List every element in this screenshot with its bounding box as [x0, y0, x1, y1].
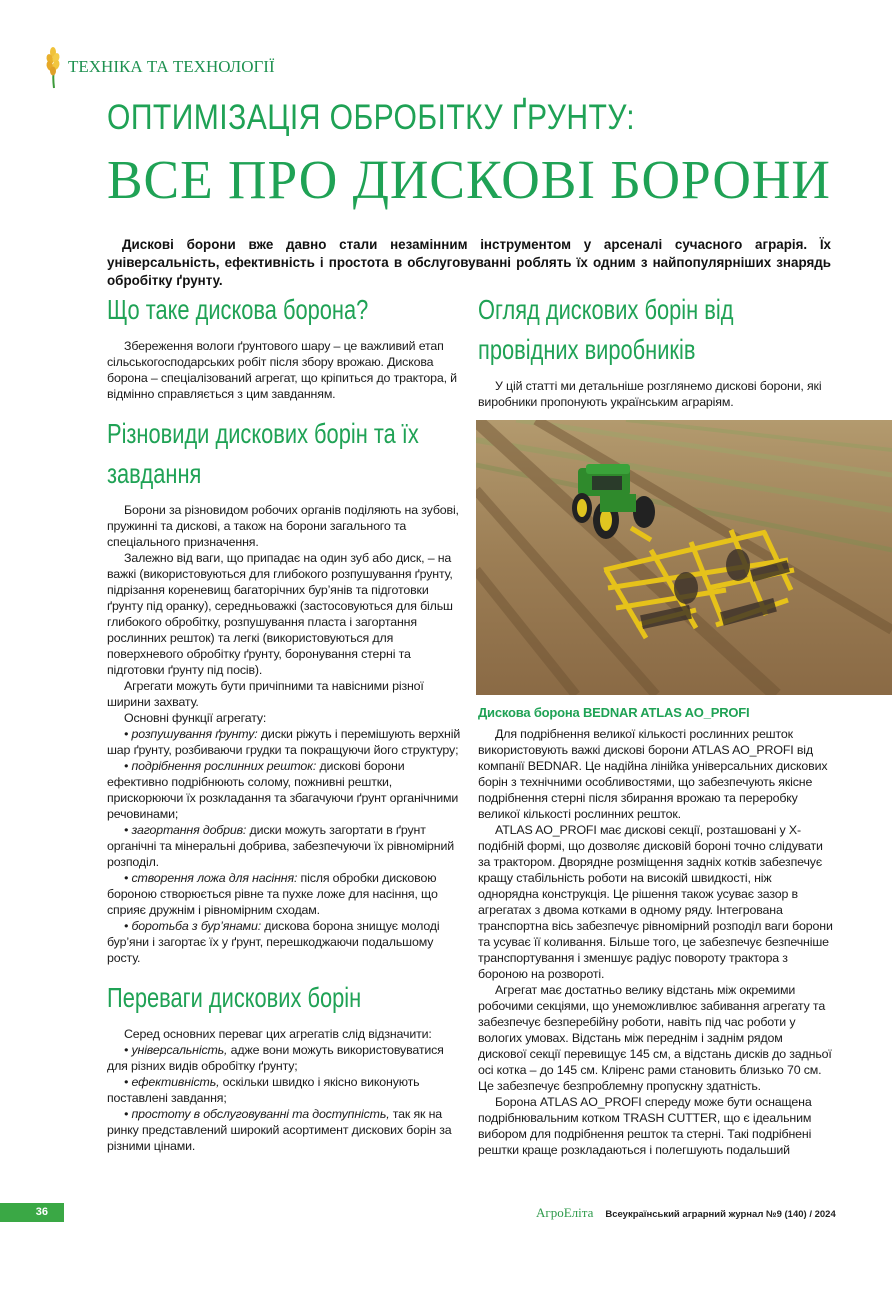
paragraph: Для подрібнення великої кількості рослинних решток використовують важкі дискові борони ATLAS AO_PROFI від компанії BEDNAR. Це надійна лінійка універсальних дискових борін з технічними особливостями, що забезпечують якісне подрібнення стерні після збирання врожаю та переробку великої кількості рослинних решток. — [478, 727, 828, 821]
paragraph-text: Основні функції агрегату: — [124, 711, 267, 725]
paragraph — [107, 338, 467, 402]
bullet-text: так як на ринку представлений широкий асортимент дискових борін за різними цінами. — [107, 1107, 452, 1153]
section-heading: Переваги дискових борін — [107, 982, 362, 1013]
tractor-harrow-photo — [476, 420, 892, 695]
wheat-icon — [44, 44, 64, 90]
paragraph-text: Збереження вологи ґрунтового шару – це важливий етап сільськогосподарських робіт після збору врожаю. Дискова борона – спеціалізований агрегат, що кріпиться до трактора, й відмінно справляється з цим завданням. — [107, 339, 457, 401]
paragraph — [107, 678, 467, 710]
paragraph: У цій статті ми детальніше розглянемо дискові борони, які виробники пропонують українським аграріям. — [478, 379, 822, 409]
paragraph — [107, 502, 467, 550]
paragraph — [107, 1026, 467, 1042]
section-heading: Що таке дискова борона? — [107, 294, 369, 325]
bullet-term: • боротьба з бур’янами: — [124, 919, 262, 933]
bullet-term: • простоту в обслуговуванні та доступність, — [124, 1107, 390, 1121]
bullet-term: • універсальність, — [124, 1043, 228, 1057]
article-title-line2: ВСЕ ПРО ДИСКОВІ БОРОНИ — [107, 149, 831, 210]
page-number-badge — [0, 1203, 64, 1222]
paragraph-text: Агрегати можуть бути причіпними та навісними різної ширини захвату. — [107, 679, 424, 709]
paragraph: Борона ATLAS AO_PROFI спереду може бути оснащена подрібнювальним котком TRASH CUTTER, що є ідеальним вибором для подрібнення решток та стерні. Такі подрібнені рештки краще розкладаються і полегшують подальший — [478, 1095, 812, 1157]
bullet-text: адже вони можуть використовуватися для різних видів обробітку ґрунту; — [107, 1043, 444, 1073]
bullet-item — [107, 726, 467, 758]
bullet-item — [107, 1106, 467, 1154]
bullet-item — [107, 758, 467, 822]
bullet-item — [107, 918, 467, 966]
bullet-term: • створення ложа для насіння: — [124, 871, 298, 885]
section-body — [107, 338, 467, 402]
bullet-term: • ефективність, — [124, 1075, 220, 1089]
paragraph-text: Борони за різновидом робочих органів поділяють на зубові, пружинні та дискові, а також на борони загального та спеціального призначення. — [107, 503, 459, 549]
paragraph — [107, 710, 467, 726]
page-number: 36 — [35, 1206, 48, 1218]
paragraph: Агрегат має достатньо велику відстань між окремими робочими секціями, що унеможливлює забивання агрегату та забезпечує безперебійну роботи, навіть під час роботи у вологих умовах. Відстань між переднім і заднім рядом дискової секції перевищує 145 см, а відстань дисків до задньої осі котка – до 145 см. Кліренс рами становить близько 70 см. Це забезпечує безпроблемну пропускну здатність. — [478, 983, 832, 1093]
bullet-text: диски ріжуть і перемішують верхній шар ґрунту, розбиваючи грудки та покращуючи його структуру; — [107, 727, 461, 757]
bullet-item — [107, 822, 467, 870]
journal-issue: Всеукраїнський аграрний журнал №9 (140) / 2024 — [605, 1209, 836, 1220]
paragraph-text: Залежно від ваги, що припадає на один зуб або диск, – на важкі (використовуються для глибокого розпушування ґрунту, підрізання кореневищ багаторічних бур’янів та підготовки ґрунту під оранку), середньоважкі (застосовуються для більш глибокого обробітку, розпушування пласта і загортання рослинних решток) та легкі (використовуються для поверхневого обробітку ґрунту, боронування стерні та підготовки ґрунту під посів). — [107, 551, 453, 677]
bullet-text: оскільки швидко і якісно виконують поставлені завдання; — [107, 1075, 420, 1105]
paragraph — [107, 550, 467, 678]
bullet-item — [107, 1074, 467, 1106]
section-tag-label: ТЕХНІКА ТА ТЕХНОЛОГІЇ — [68, 57, 275, 76]
lead-paragraph: Дискові борони вже давно стали незамінним інструментом у арсеналі сучасного аграрія. Їх універсальність, ефективність і простота в обслуговуванні роблять їх одним з найпопулярніших знарядь обробітку ґрунту. — [107, 237, 831, 289]
footer-journal-info — [536, 1205, 836, 1221]
section-tag — [44, 44, 275, 90]
left-column — [107, 290, 467, 1154]
bullet-text: дискова борона знищує молоді бур’яни і загортає їх у ґрунт, перешкоджаючи подальшому росту. — [107, 919, 440, 965]
bullet-term: • подрібнення рослинних решток: — [124, 759, 317, 773]
photo-caption: Дискова борона BEDNAR ATLAS AO_PROFI — [478, 705, 750, 720]
section-heading: Різновиди дискових борін та їх завдання — [107, 418, 419, 489]
bullet-text: диски можуть загортати в ґрунт органічні та мінеральні добрива, забезпечуючи їх рівномірний розподіл. — [107, 823, 455, 869]
bullet-text: після обробки дисковою бороною створюється рівне та пухке ложе для насіння, що сприяє дружнім і рівномірним сходам. — [107, 871, 438, 917]
bullet-term: • розпушування ґрунту: — [124, 727, 258, 741]
bullet-item — [107, 870, 467, 918]
bullet-text: дискові борони ефективно подрібнюють солому, пожнивні рештки, прискорюючи їх розкладання та збагачуючи ґрунт органічними речовинами; — [107, 759, 459, 821]
paragraph-text: Серед основних переваг цих агрегатів слід відзначити: — [124, 1027, 432, 1041]
section-heading: Огляд дискових борін від провідних виробників — [478, 294, 734, 365]
right-column — [478, 290, 834, 1158]
brand-logo: АгроЕліта — [536, 1205, 594, 1220]
section-body — [107, 502, 467, 966]
bullet-item — [107, 1042, 467, 1074]
bullet-term: • загортання добрив: — [124, 823, 247, 837]
section-body — [107, 1026, 467, 1154]
article-title-line1: ОПТИМІЗАЦІЯ ОБРОБІТКУ ҐРУНТУ: — [107, 98, 636, 137]
paragraph: ATLAS AO_PROFI має дискові секції, розташовані у Х-подібній формі, що дозволяє дисковій бороні точно слідувати за трактором. Дворядне розміщення задніх котків забезпечує кращу стабільність роботи на високій швидкості, ніж однорядна конструкція. Це рішення також усуває зазор в агрегатах з двома котками в одному ряду. Інтегрована транспортна вісь забезпечує рівномірний розподіл ваги борони та усуває її коливання. Більше того, це забезпечує безпечніше транспортування і зменшує радіус повороту трактора з бороною на розвороті. — [478, 823, 833, 981]
